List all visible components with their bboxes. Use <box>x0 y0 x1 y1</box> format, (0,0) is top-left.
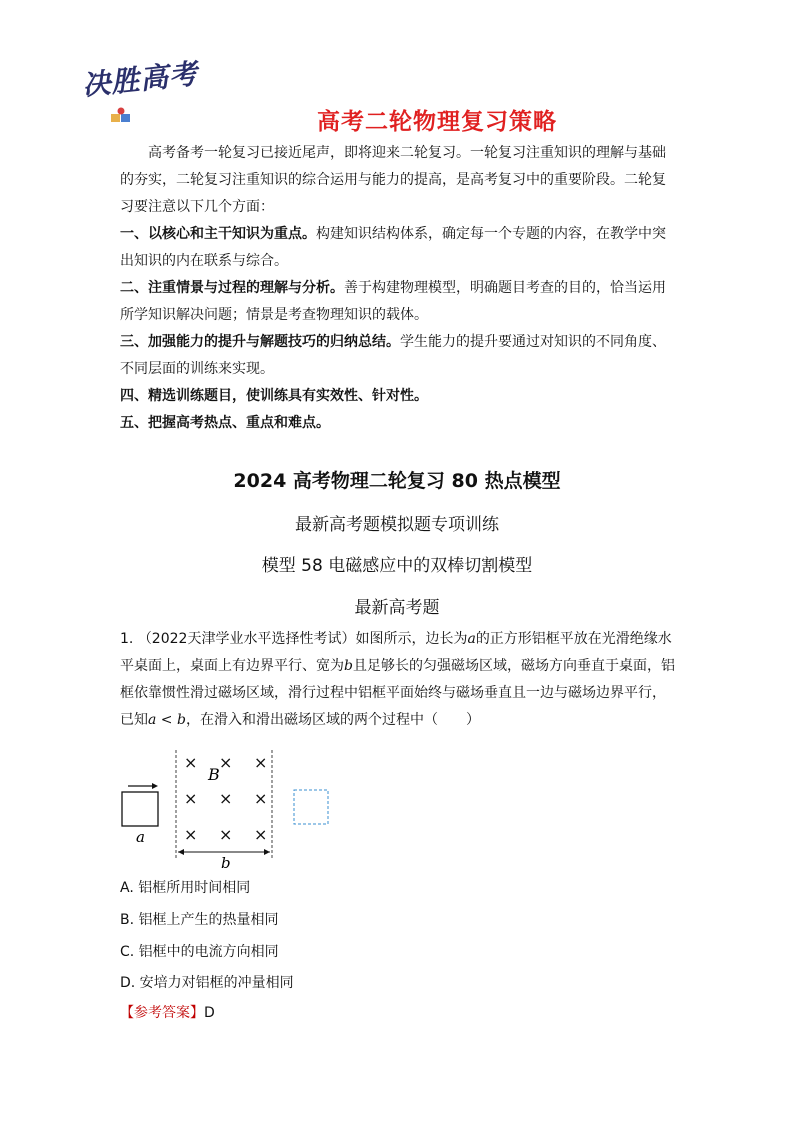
cross: × <box>219 825 233 844</box>
cross: × <box>254 753 268 772</box>
point-2-text: 善于构建物理模型，明确题目考查的目的，恰当运用所学知识解决问题；情景是考查物理知识的载体。 <box>120 280 666 323</box>
cross: × <box>254 825 268 844</box>
aluminum-frame <box>122 792 158 826</box>
field-crosses <box>184 753 267 844</box>
dim-arrow-left <box>178 849 184 855</box>
point-3-bold: 三、加强能力的提升与解题技巧的归纳总结。 <box>120 334 400 350</box>
reference-answer <box>120 1002 215 1022</box>
cross: × <box>184 753 198 772</box>
question-text-4: ，在滑入和滑出磁场区域的两个过程中（ ） <box>185 712 480 728</box>
logo-text: 决胜高考 <box>80 57 200 102</box>
question-text-2: 的正方形铝框平放在光滑绝缘水平桌面上，桌面上有边界平行、宽为 <box>120 631 672 674</box>
answer-label: 【参考答案】 <box>120 1005 204 1021</box>
point-2-bold: 二、注重情景与过程的理解与分析。 <box>120 280 344 296</box>
point-4 <box>120 383 676 410</box>
point-5 <box>120 410 676 437</box>
option-a[interactable]: A. 铝框所用时间相同 <box>120 880 251 896</box>
question-number: 1. <box>120 631 134 647</box>
question-source: （2022天津学业水平选择性考试） <box>137 631 356 647</box>
option-b[interactable]: B. 铝框上产生的热量相同 <box>120 912 279 928</box>
question-1 <box>120 626 676 734</box>
model-title: 模型 58 电磁感应中的双棒切割模型 <box>261 556 533 576</box>
condition: a < b <box>148 712 186 728</box>
cross: × <box>184 825 198 844</box>
label-a: a <box>136 828 145 846</box>
point-1-bold: 一、以核心和主干知识为重点。 <box>120 226 316 242</box>
section-title: 最新高考题 <box>354 598 440 618</box>
cross: × <box>219 789 233 808</box>
label-B: B <box>208 765 220 784</box>
point-2 <box>120 275 676 329</box>
cross: × <box>219 753 233 772</box>
main-title: 2024 高考物理二轮复习 80 热点模型 <box>233 470 561 492</box>
answer-value: D <box>204 1005 215 1021</box>
point-1-text: 构建知识结构体系，确定每一个专题的内容，在教学中突出知识的内在联系与综合。 <box>120 226 666 269</box>
frame-after-exit <box>294 790 328 824</box>
cross: × <box>254 789 268 808</box>
question-text-1: 如图所示，边长为 <box>355 631 468 647</box>
var-a: a <box>467 631 476 647</box>
dim-arrow-right <box>264 849 270 855</box>
cross: × <box>184 789 198 808</box>
option-c[interactable]: C. 铝框中的电流方向相同 <box>120 944 279 960</box>
magnetic-field-figure <box>118 748 348 872</box>
option-d[interactable]: D. 安培力对铝框的冲量相同 <box>120 975 294 991</box>
label-b: b <box>221 854 231 872</box>
var-b: b <box>344 658 353 674</box>
point-5-bold: 五、把握高考热点、重点和难点。 <box>120 415 330 431</box>
intro-paragraph: 高考备考一轮复习已接近尾声，即将迎来二轮复习。一轮复习注重知识的理解与基础的夯实，二轮复习注重知识的综合运用与能力的提高，是高考复习中的重要阶段。二轮复习要注意以下几个方面： <box>120 145 666 215</box>
subtitle: 最新高考题模拟题专项训练 <box>295 515 499 535</box>
arrow-head <box>152 783 158 789</box>
header-title: 高考二轮物理复习策略 <box>317 109 557 135</box>
question-text-3: 且足够长的匀强磁场区域，磁场方向垂直于桌面，铝框依靠惯性滑过磁场区域，滑行过程中铝框平面始终与磁场垂直且一边与磁场边界平行，已知 <box>120 658 675 728</box>
point-4-bold: 四、精选训练题目，使训练具有实效性、针对性。 <box>120 388 428 404</box>
point-1 <box>120 221 676 275</box>
point-3 <box>120 329 676 383</box>
point-3-text: 学生能力的提升要通过对知识的不同角度、不同层面的训练来实现。 <box>120 334 666 377</box>
